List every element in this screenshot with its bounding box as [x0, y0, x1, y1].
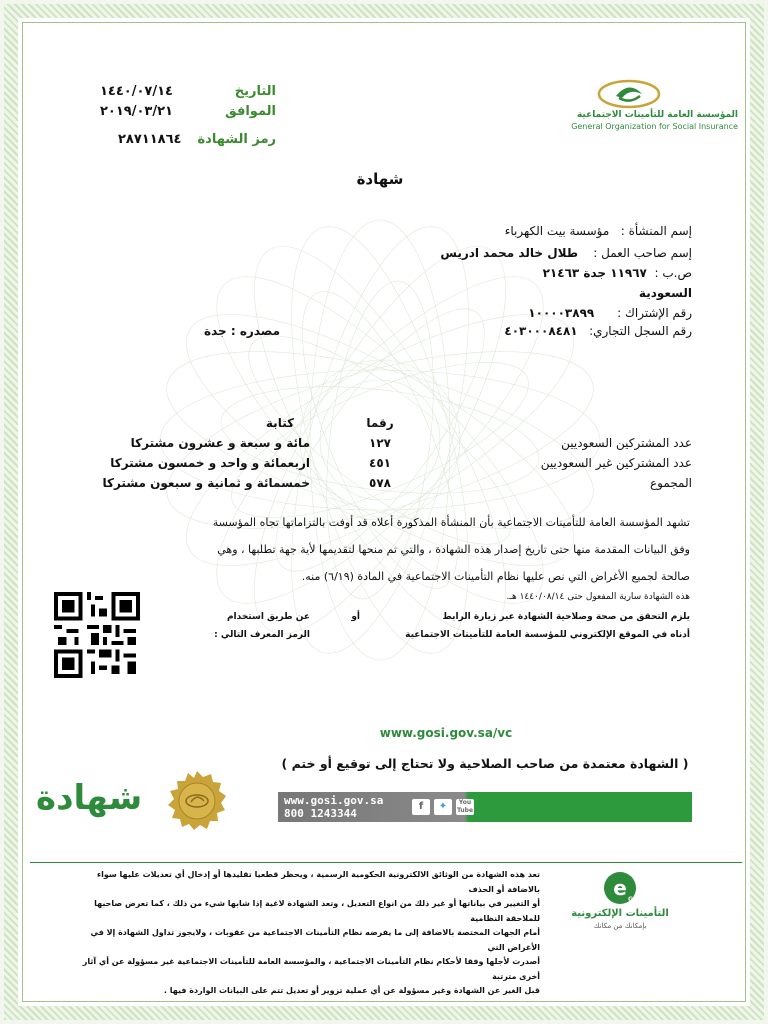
contact-bar [278, 792, 692, 822]
corresponds-value: ٢٠١٩/٠٣/٢١ [100, 104, 173, 119]
body-line-2: وفق البيانات المقدمة منها حتى تاريخ إصدار هذه الشهادة ، والتي تم منحها لتقديمها لأية جهة تطلبها ، وهي [217, 543, 690, 556]
qr-code[interactable] [50, 592, 144, 678]
table-row [80, 436, 692, 456]
disclaimer-line: قبل الغير عن الشهادة وغير مسؤولة عن أي عملية تزوير أو تعديل تتم على البيانات الواردة فيها . [163, 986, 540, 995]
row-label: عدد المشتركين السعوديين [561, 436, 692, 450]
source-value: جدة [203, 324, 227, 338]
row-words: اربعمائة و واحد و خمسون مشتركا [110, 456, 310, 470]
row-number: ٥٧٨ [369, 476, 391, 490]
twitter-icon[interactable]: ✦ [434, 799, 452, 815]
table-row [80, 456, 692, 476]
org-name-en: General Organization for Social Insurance [571, 122, 738, 131]
source-label: مصدره : [230, 324, 280, 338]
verify-via: عن طريق استخدام [226, 612, 310, 622]
verify-line-1: يلزم التحقق من صحة وصلاحية الشهادة عبر زيارة الرابط [442, 612, 690, 622]
certificate-code-value: ٢٨٧١١٨٦٤ [118, 132, 182, 147]
pobox-value: ١١٩٦٧ جدة ٢١٤٦٣ [542, 266, 647, 280]
org-name-ar: المؤسسة العامة للتأمينات الاجتماعية [576, 110, 738, 120]
establishment-label: إسم المنشأة : [620, 224, 692, 238]
counts-table [80, 436, 692, 496]
shahada-logo: شهادة [36, 778, 143, 818]
establishment-value: مؤسسة بيت الكهرباء [504, 224, 610, 238]
body-line-1: تشهد المؤسسة العامة للتأمينات الاجتماعية بأن المنشأة المذكورة أعلاه قد أوفت بالتزاماتها تجاه المؤسسة [212, 516, 690, 529]
approval-note: ( الشهادة معتمدة من صاحب الصلاحية ولا تحتاج إلى توقيع أو ختم ) [281, 756, 689, 771]
verify-code-label: الرمز المعرف التالي : [214, 630, 310, 640]
row-number: ١٢٧ [369, 436, 391, 450]
phone-number: 800 1243344 [284, 807, 357, 820]
website[interactable]: www.gosi.gov.sa [284, 794, 384, 807]
egosi-logo [570, 870, 670, 940]
owner-value: طلال خالد محمد ادريس [440, 246, 579, 260]
verify-line-2: أدناه في الموقع الإلكتروني للمؤسسة العامة للتأمينات الاجتماعية [405, 630, 690, 640]
disclaimer-line: أصدرت لأجلها وفقا لأحكام نظام التأمينات الاجتماعية ، والمؤسسة العامة للتأمينات الاجتماعية غير مسؤولة عن أي آثار أخرى مترتبة [82, 957, 540, 981]
subscription-row [380, 306, 692, 320]
svg-text:e: e [613, 876, 627, 900]
cr-label: رقم السجل التجاري: [589, 324, 692, 338]
certificate-code-label: رمز الشهادة [197, 132, 276, 147]
pobox-row [380, 266, 692, 280]
contact-text [284, 794, 383, 820]
validity-note: هذه الشهادة سارية المفعول حتى ١٤٤٠/٠٨/١٤ هـ. [506, 592, 690, 602]
verification-url[interactable]: www.gosi.gov.sa/vc [379, 726, 513, 740]
footer-divider [30, 862, 742, 863]
date-value: ١٤٤٠/٠٧/١٤ [100, 84, 173, 99]
establishment-row [380, 224, 692, 238]
date-label: التاريخ [234, 84, 276, 99]
numbers-header: رقما [366, 416, 394, 430]
youtube-icon[interactable]: You Tube [456, 799, 474, 814]
table-row [80, 476, 692, 496]
body-line-3: صالحة لجميع الأغراض التي نص عليها نظام التأمينات الاجتماعية في المادة (٦/١٩) منه. [301, 570, 690, 583]
subscription-label: رقم الإشتراك : [617, 306, 692, 320]
words-header: كتابة [265, 416, 295, 430]
verify-or: أو [351, 612, 360, 622]
cr-row [380, 324, 692, 338]
egosi-tagline: بإمكانك من مكانك [593, 922, 647, 930]
subscription-value: ١٠٠٠٠٣٨٩٩ [528, 306, 595, 320]
row-words: خمسمائة و ثمانية و سبعون مشتركا [102, 476, 310, 490]
disclaimer-line: أمام الجهات المختصة بالاضافة إلى ما يفرضه نظام التأمينات الاجتماعية من عقوبات ، ولايجوز تداول الشهادة إلا في الأغراض التي [90, 928, 540, 952]
country: السعودية [638, 286, 692, 300]
gosi-logo [528, 76, 738, 136]
gold-seal-icon [166, 770, 228, 832]
facebook-icon[interactable]: f [412, 799, 430, 815]
disclaimer-line: تعد هذه الشهادة من الوثائق الالكترونية الحكومية الرسمية ، ويحظر قطعيا تقليدها أو إدخال أي تعديلات عليها سواء بالاضافة أو الحذف [97, 870, 540, 894]
legal-disclaimer [70, 868, 540, 999]
gosi-emblem-icon [594, 76, 664, 110]
owner-label: إسم صاحب العمل : [593, 246, 692, 260]
egosi-name: التأمينات الإلكترونية [571, 908, 669, 919]
row-number: ٤٥١ [369, 456, 391, 470]
page-title: شهادة [356, 170, 404, 188]
row-label: عدد المشتركين غير السعوديين [540, 456, 692, 470]
source-row [150, 324, 280, 338]
row-label: المجموع [650, 476, 692, 490]
owner-row [380, 246, 692, 260]
cr-value: ٤٠٣٠٠٠٨٤٨١ [504, 324, 578, 338]
pobox-label: ص.ب : [654, 266, 692, 280]
egosi-brand: GOSI [628, 896, 645, 903]
corresponds-label: الموافق [225, 104, 276, 119]
disclaimer-line: أو التغيير في بياناتها أو غير ذلك من انواع التعديل ، وتعد الشهادة لاغية إذا شابها شيء من ذلك ، كما تعرض صاحبها للملاحقة النظامية [94, 899, 540, 923]
row-words: مائة و سبعة و عشرون مشتركا [130, 436, 310, 450]
